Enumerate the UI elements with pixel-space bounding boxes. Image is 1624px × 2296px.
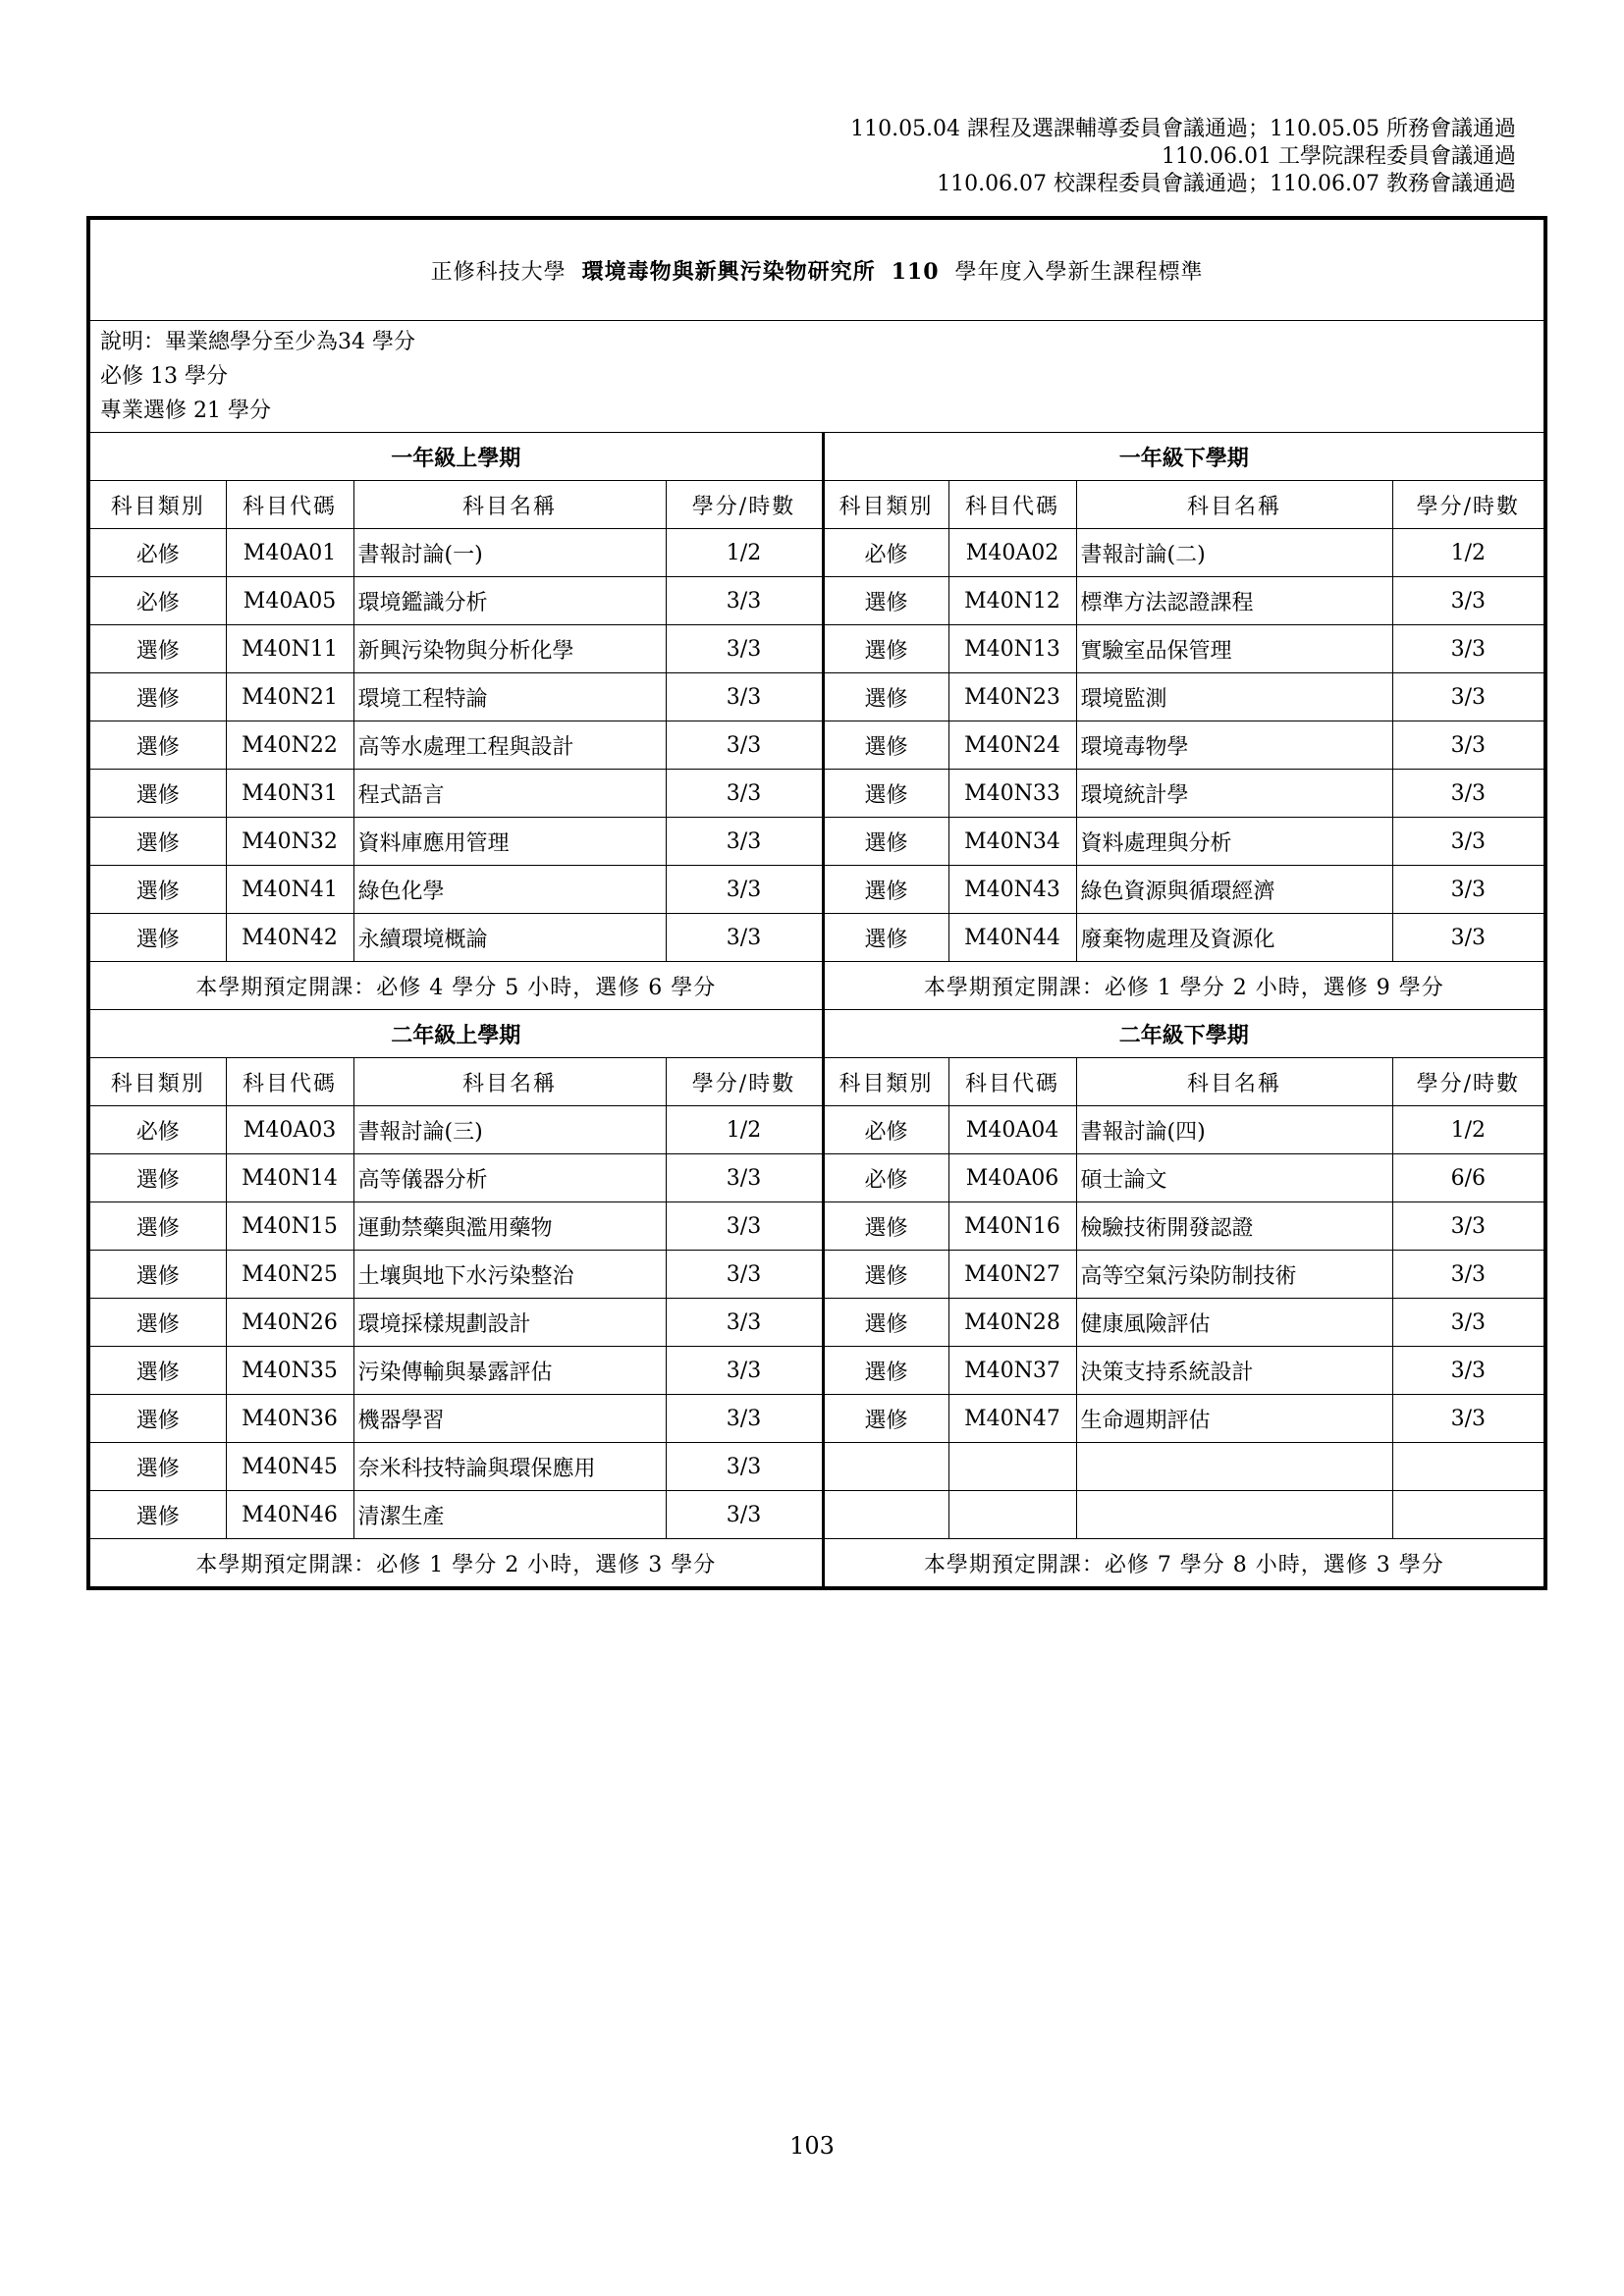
column-header: 科目名稱 [1076,481,1392,529]
credits-hours: 3/3 [1392,1251,1545,1299]
course-type: 選修 [88,866,226,914]
course-name: 生命週期評估 [1076,1395,1392,1443]
course-code: M40A02 [948,529,1076,577]
course-name: 健康風險評估 [1076,1299,1392,1347]
table-row [88,1251,1545,1299]
credits-hours: 6/6 [1392,1154,1545,1202]
course-code: M40N15 [226,1202,353,1251]
course-code: M40A01 [226,529,353,577]
semester-summary-row [88,1539,1545,1589]
note-line: 必修 13 學分 [100,364,228,389]
course-name: 廢棄物處理及資源化 [1076,914,1392,962]
credits-hours: 3/3 [1392,1395,1545,1443]
table-row [88,673,1545,721]
credits-hours: 1/2 [1392,529,1545,577]
course-code: M40N31 [226,770,353,818]
table-row [88,1395,1545,1443]
course-type: 必修 [88,1106,226,1154]
table-row [88,1491,1545,1539]
course-name: 高等儀器分析 [353,1154,666,1202]
credits-hours: 3/3 [1392,673,1545,721]
course-type: 選修 [88,1299,226,1347]
course-code: M40N34 [948,818,1076,866]
course-name: 書報討論(一) [353,529,666,577]
course-name: 碩士論文 [1076,1154,1392,1202]
credits-hours: 3/3 [666,721,823,770]
academic-year: 110 [891,258,940,285]
course-code: M40N41 [226,866,353,914]
credits-hours [1392,1443,1545,1491]
course-name: 實驗室品保管理 [1076,625,1392,673]
credits-hours: 3/3 [1392,625,1545,673]
course-code: M40N27 [948,1251,1076,1299]
course-type: 選修 [823,577,948,625]
course-code: M40N32 [226,818,353,866]
course-type: 必修 [823,1106,948,1154]
column-header: 科目類別 [823,1058,948,1106]
column-header: 科目代碼 [226,481,353,529]
credits-hours: 3/3 [666,1251,823,1299]
course-type: 選修 [88,721,226,770]
credits-hours: 3/3 [666,1347,823,1395]
course-name: 清潔生產 [353,1491,666,1539]
table-row [88,1299,1545,1347]
semester-title: 一年級下學期 [823,433,1545,481]
course-code: M40N42 [226,914,353,962]
column-header-row [88,1058,1545,1106]
course-name: 程式語言 [353,770,666,818]
column-header: 科目代碼 [948,1058,1076,1106]
credits-hours: 3/3 [1392,577,1545,625]
column-header: 科目名稱 [1076,1058,1392,1106]
column-header: 學分/時數 [666,481,823,529]
course-code: M40A04 [948,1106,1076,1154]
credits-hours: 1/2 [666,1106,823,1154]
course-code: M40N11 [226,625,353,673]
course-code: M40N21 [226,673,353,721]
course-code: M40N28 [948,1299,1076,1347]
course-code: M40N13 [948,625,1076,673]
course-type: 選修 [823,1202,948,1251]
course-type: 必修 [88,529,226,577]
credits-hours: 3/3 [666,914,823,962]
course-name: 資料處理與分析 [1076,818,1392,866]
course-type: 選修 [88,1443,226,1491]
credits-hours: 3/3 [666,577,823,625]
course-name: 土壤與地下水污染整治 [353,1251,666,1299]
credits-hours: 3/3 [666,1443,823,1491]
course-code: M40N36 [226,1395,353,1443]
course-type: 選修 [823,818,948,866]
course-code: M40N37 [948,1347,1076,1395]
course-code: M40N16 [948,1202,1076,1251]
course-code: M40N14 [226,1154,353,1202]
course-type: 選修 [88,818,226,866]
course-type: 選修 [823,770,948,818]
course-name: 書報討論(三) [353,1106,666,1154]
course-code: M40N25 [226,1251,353,1299]
course-code [948,1443,1076,1491]
course-code: M40A05 [226,577,353,625]
semester-title: 二年級上學期 [88,1010,823,1058]
course-type: 選修 [88,1251,226,1299]
credit-notes [88,321,1545,433]
course-name: 標準方法認證課程 [1076,577,1392,625]
semester-header-row [88,1010,1545,1058]
semester-header-row [88,433,1545,481]
credits-hours: 3/3 [666,1202,823,1251]
column-header: 學分/時數 [1392,481,1545,529]
course-code: M40N23 [948,673,1076,721]
credits-hours: 3/3 [666,673,823,721]
table-row [88,914,1545,962]
approval-line: 110.06.01 工學院課程委員會議通過 [1162,144,1516,169]
course-code: M40N26 [226,1299,353,1347]
course-name: 綠色化學 [353,866,666,914]
course-code: M40N22 [226,721,353,770]
credits-hours: 3/3 [666,625,823,673]
column-header-row [88,481,1545,529]
course-type: 選修 [823,1395,948,1443]
course-name [1076,1491,1392,1539]
credits-hours: 3/3 [666,1299,823,1347]
course-type: 必修 [823,1154,948,1202]
credits-hours: 3/3 [666,818,823,866]
page-title [88,218,1545,321]
course-type: 選修 [823,721,948,770]
course-type: 選修 [823,673,948,721]
semester-title: 一年級上學期 [88,433,823,481]
course-code: M40A06 [948,1154,1076,1202]
course-name: 永續環境概論 [353,914,666,962]
course-name: 決策支持系統設計 [1076,1347,1392,1395]
semester-summary: 本學期預定開課：必修 1 學分 2 小時，選修 3 學分 [88,1539,823,1589]
credits-hours: 3/3 [1392,721,1545,770]
column-header: 科目代碼 [226,1058,353,1106]
table-row [88,1106,1545,1154]
note-line: 專業選修 21 學分 [100,399,271,423]
course-name: 環境統計學 [1076,770,1392,818]
column-header: 學分/時數 [1392,1058,1545,1106]
course-name: 環境鑑識分析 [353,577,666,625]
column-header: 科目類別 [823,481,948,529]
table-row [88,625,1545,673]
course-name: 檢驗技術開發認證 [1076,1202,1392,1251]
table-row [88,577,1545,625]
note-line: 說明：畢業總學分至少為34 學分 [100,330,415,354]
course-name: 資料庫應用管理 [353,818,666,866]
course-type: 選修 [88,770,226,818]
credits-hours: 3/3 [1392,1299,1545,1347]
course-name: 書報討論(四) [1076,1106,1392,1154]
course-code: M40A03 [226,1106,353,1154]
course-code: M40N33 [948,770,1076,818]
course-name: 新興污染物與分析化學 [353,625,666,673]
course-type: 選修 [823,866,948,914]
course-type: 必修 [823,529,948,577]
course-type: 選修 [823,625,948,673]
course-code: M40N46 [226,1491,353,1539]
credits-hours: 3/3 [1392,770,1545,818]
course-type: 選修 [88,1395,226,1443]
course-type: 必修 [88,577,226,625]
approval-line: 110.06.07 校課程委員會議通過；110.06.07 教務會議通過 [937,172,1516,196]
course-code: M40N43 [948,866,1076,914]
course-name: 機器學習 [353,1395,666,1443]
credits-hours: 3/3 [1392,1202,1545,1251]
page-number: 103 [789,2132,835,2160]
course-type: 選修 [88,1154,226,1202]
course-type: 選修 [88,1491,226,1539]
credits-hours: 3/3 [666,1154,823,1202]
course-type: 選修 [823,1347,948,1395]
course-type: 選修 [823,1251,948,1299]
table-row [88,818,1545,866]
credits-hours: 3/3 [666,1491,823,1539]
course-code: M40N24 [948,721,1076,770]
course-type: 選修 [88,1347,226,1395]
credits-hours: 3/3 [666,770,823,818]
course-name: 環境採樣規劃設計 [353,1299,666,1347]
table-row [88,529,1545,577]
dept-name: 環境毒物與新興污染物研究所 [581,258,876,285]
course-type: 選修 [823,914,948,962]
course-name [1076,1443,1392,1491]
credits-hours: 3/3 [1392,866,1545,914]
table-row [88,866,1545,914]
course-type [823,1443,948,1491]
column-header: 科目類別 [88,481,226,529]
semester-summary: 本學期預定開課：必修 1 學分 2 小時，選修 9 學分 [823,962,1545,1010]
course-name: 污染傳輸與暴露評估 [353,1347,666,1395]
credits-hours: 3/3 [1392,1347,1545,1395]
semester-summary: 本學期預定開課：必修 7 學分 8 小時，選修 3 學分 [823,1539,1545,1589]
column-header: 科目名稱 [353,481,666,529]
approval-notes [850,116,1516,198]
credits-hours: 3/3 [666,1395,823,1443]
course-name: 運動禁藥與濫用藥物 [353,1202,666,1251]
credits-hours [1392,1491,1545,1539]
course-name: 環境工程特論 [353,673,666,721]
semester-title: 二年級下學期 [823,1010,1545,1058]
approval-line: 110.05.04 課程及選課輔導委員會議通過；110.05.05 所務會議通過 [850,117,1516,141]
course-code: M40N47 [948,1395,1076,1443]
curriculum-table [86,216,1547,1590]
column-header: 科目名稱 [353,1058,666,1106]
course-type: 選修 [88,914,226,962]
credits-hours: 3/3 [666,866,823,914]
school-name: 正修科技大學 [430,259,567,285]
course-type: 選修 [88,1202,226,1251]
table-row [88,770,1545,818]
course-code: M40N12 [948,577,1076,625]
table-row [88,1154,1545,1202]
course-type: 選修 [88,625,226,673]
course-code [948,1491,1076,1539]
table-row [88,721,1545,770]
course-name: 高等空氣污染防制技術 [1076,1251,1392,1299]
table-row [88,1202,1545,1251]
course-code: M40N44 [948,914,1076,962]
column-header: 科目代碼 [948,481,1076,529]
semester-summary-row [88,962,1545,1010]
credits-hours: 1/2 [666,529,823,577]
table-row [88,1443,1545,1491]
course-code: M40N35 [226,1347,353,1395]
table-row [88,1347,1545,1395]
course-type: 選修 [88,673,226,721]
credits-hours: 1/2 [1392,1106,1545,1154]
course-name: 環境毒物學 [1076,721,1392,770]
credits-hours: 3/3 [1392,914,1545,962]
course-code: M40N45 [226,1443,353,1491]
semester-summary: 本學期預定開課：必修 4 學分 5 小時，選修 6 學分 [88,962,823,1010]
title-suffix: 學年度入學新生課程標準 [954,259,1204,285]
course-name: 環境監測 [1076,673,1392,721]
course-name: 綠色資源與循環經濟 [1076,866,1392,914]
column-header: 科目類別 [88,1058,226,1106]
column-header: 學分/時數 [666,1058,823,1106]
credits-hours: 3/3 [1392,818,1545,866]
course-type: 選修 [823,1299,948,1347]
course-name: 書報討論(二) [1076,529,1392,577]
course-name: 高等水處理工程與設計 [353,721,666,770]
course-name: 奈米科技特論與環保應用 [353,1443,666,1491]
course-type [823,1491,948,1539]
